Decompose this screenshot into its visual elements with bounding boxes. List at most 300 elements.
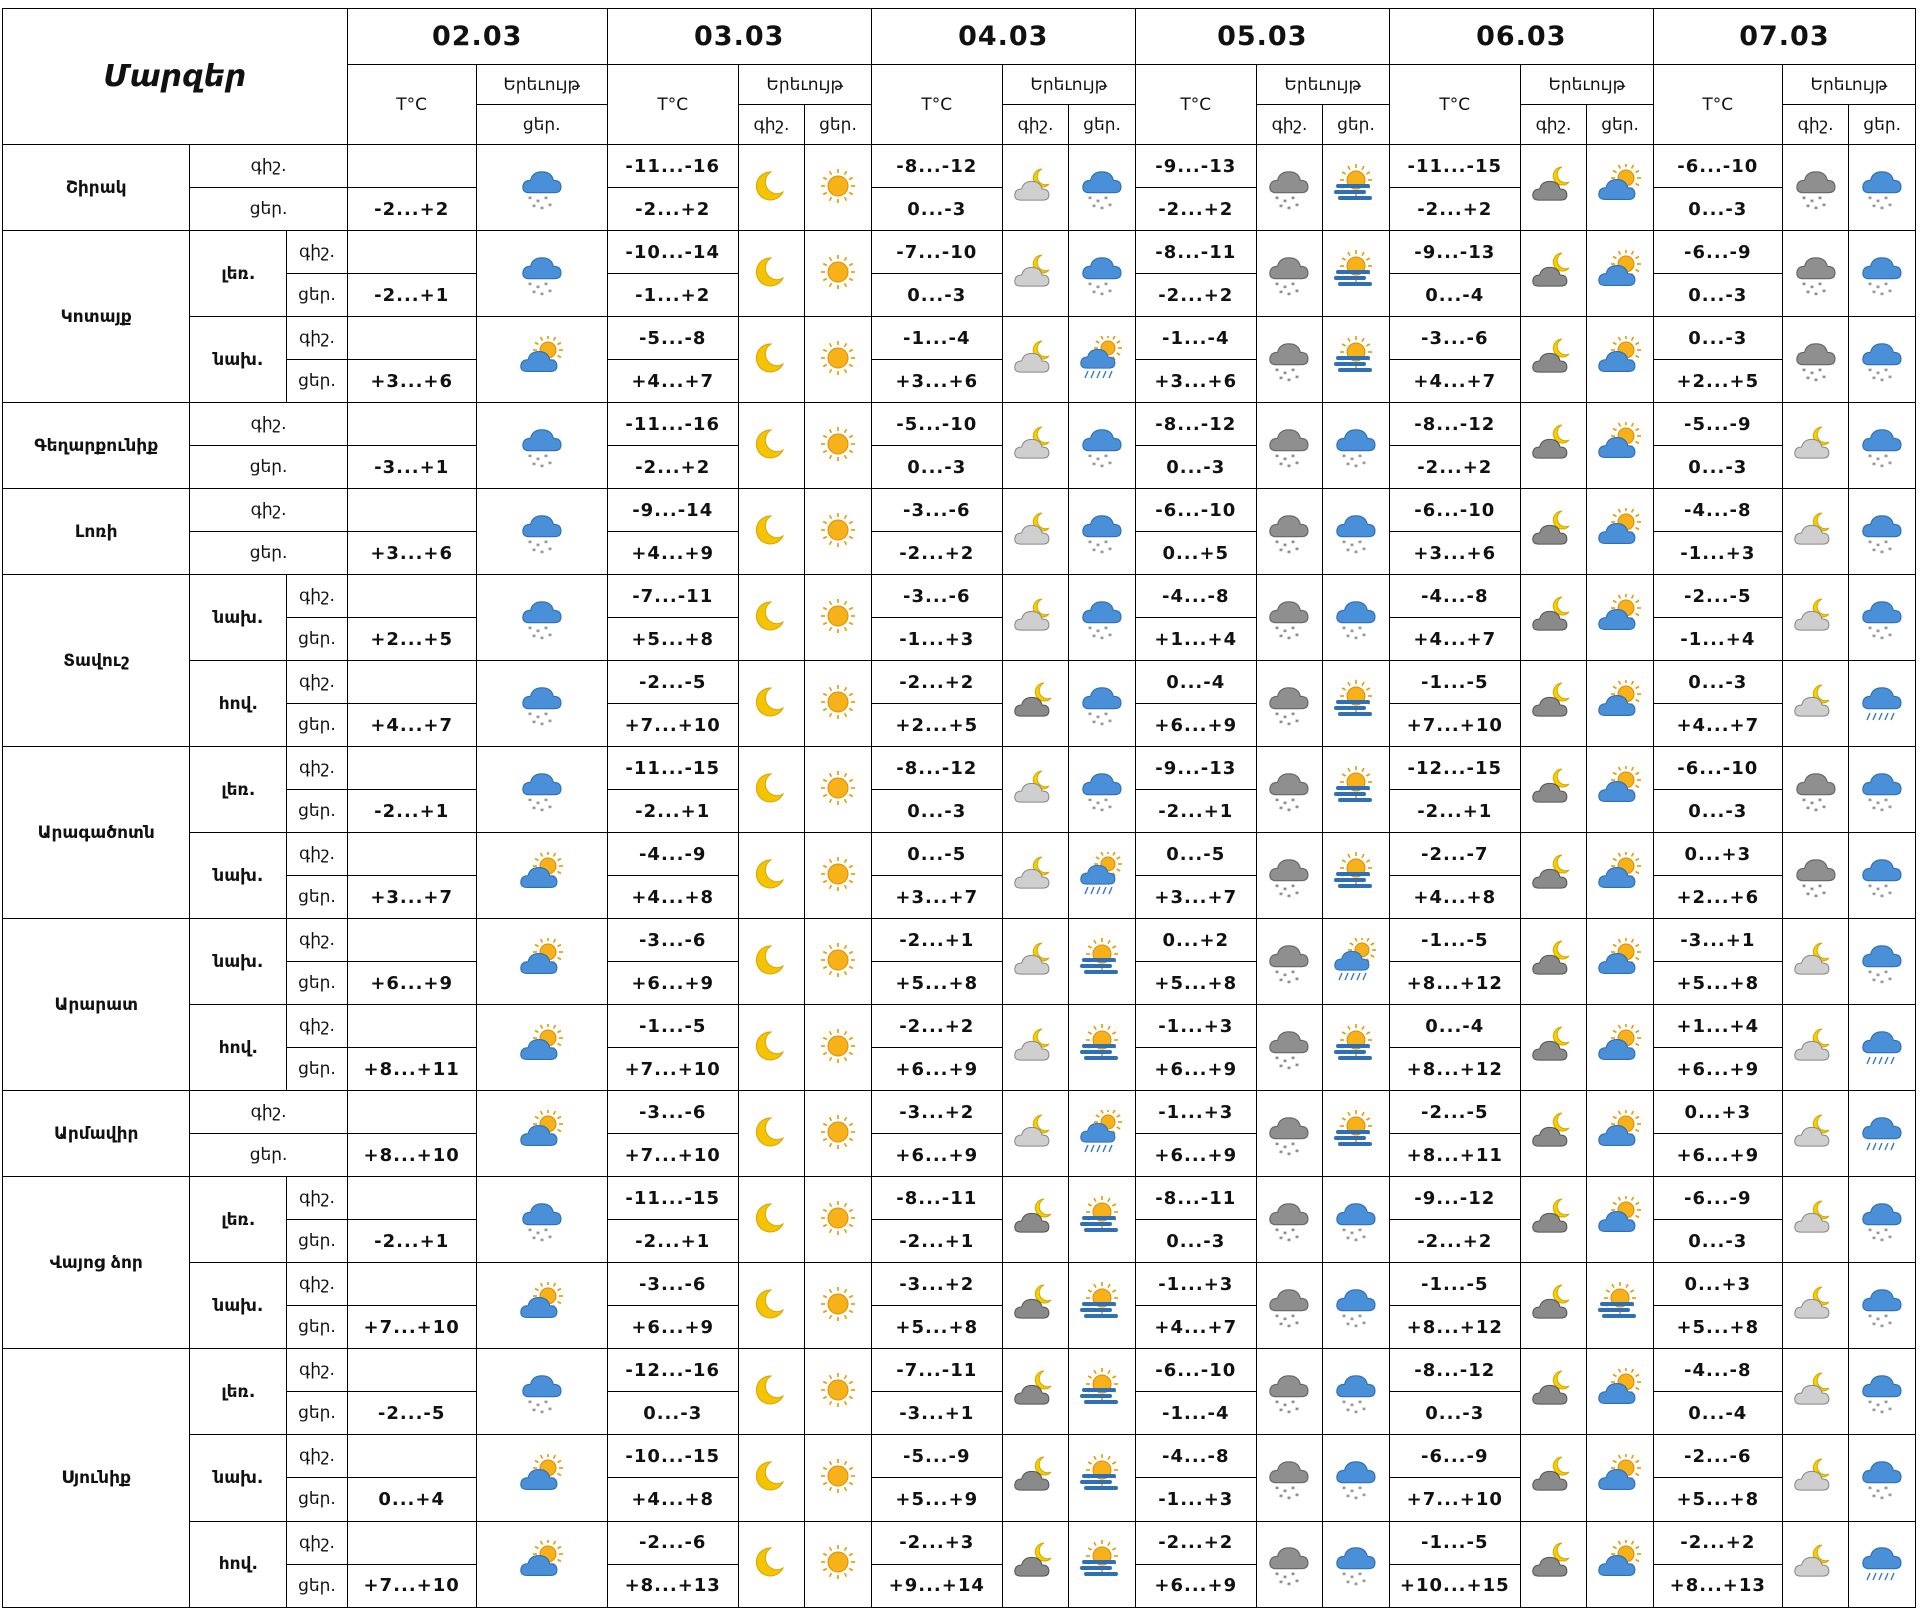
weather-icon-cell xyxy=(1782,833,1849,919)
weather-icon-cell xyxy=(1002,661,1069,747)
svg-text:*: * xyxy=(1291,968,1296,978)
svg-text:*: * xyxy=(1108,287,1113,297)
weather-icon-cell xyxy=(1782,1349,1849,1435)
temp-night: -6...-9 xyxy=(1653,231,1782,274)
svg-text:*: * xyxy=(547,631,552,641)
weather-icon-cell xyxy=(1587,1349,1654,1435)
sun-cloud-icon xyxy=(520,1024,564,1072)
temp-day: 0...-3 xyxy=(1653,188,1782,231)
snow-cloud-icon xyxy=(1860,422,1904,470)
temp-day: +4...+8 xyxy=(607,1478,738,1521)
svg-text:*: * xyxy=(1291,1571,1296,1581)
svg-text:*: * xyxy=(1884,194,1889,204)
svg-text:*: * xyxy=(1813,806,1818,814)
snow-cloud-icon xyxy=(1860,1282,1904,1330)
weather-icon-cell xyxy=(1002,575,1069,661)
sun-icon xyxy=(816,1540,860,1588)
svg-text:*: * xyxy=(1880,978,1885,986)
temp-night: -1...-4 xyxy=(1135,317,1256,360)
svg-text:*: * xyxy=(1888,201,1893,211)
weather-icon-cell xyxy=(1849,747,1916,833)
temp-night: -1...-5 xyxy=(1389,919,1520,962)
subregion-label: լեռ. xyxy=(190,1177,287,1263)
svg-text:*: * xyxy=(539,548,544,556)
weather-icon-cell xyxy=(1782,1091,1849,1177)
temp-day: +7...+10 xyxy=(347,1564,476,1607)
temp-day: +5...+8 xyxy=(1653,1306,1782,1349)
day-label: ցեր. xyxy=(287,704,347,747)
svg-text:*: * xyxy=(1283,885,1288,895)
temp-day: -2...+1 xyxy=(347,790,476,833)
svg-text:*: * xyxy=(527,280,532,290)
weather-icon-cell xyxy=(1782,403,1849,489)
svg-text:*: * xyxy=(1291,710,1296,720)
svg-text:*: * xyxy=(1104,796,1109,806)
svg-text:*: * xyxy=(1872,460,1877,470)
svg-text:*: * xyxy=(1279,976,1284,986)
table-row xyxy=(3,1005,1916,1048)
weather-icon-cell xyxy=(1256,1263,1323,1349)
night-label: գիշ. xyxy=(287,1435,347,1478)
weather-icon-cell xyxy=(805,317,872,403)
weather-icon-cell xyxy=(1782,1005,1849,1091)
weather-icon-cell xyxy=(738,317,805,403)
moon-cloud-gray-icon xyxy=(1532,594,1576,642)
svg-text:*: * xyxy=(1868,796,1873,806)
phenomenon-header: Երեւույթ xyxy=(476,65,607,105)
weather-icon-cell xyxy=(1849,1521,1916,1608)
temp-night: -3...+2 xyxy=(871,1263,1002,1306)
sun-cloud-wind-icon xyxy=(1334,164,1378,212)
sun-cloud-icon xyxy=(1598,766,1642,814)
snow-cloud-icon xyxy=(1334,1196,1378,1244)
svg-text:*: * xyxy=(1279,1492,1284,1502)
weather-icon-cell xyxy=(1256,747,1323,833)
temp-day: -1...+4 xyxy=(1653,618,1782,661)
temp-night xyxy=(347,1005,476,1048)
weather-icon-cell xyxy=(1520,1263,1587,1349)
weather-icon-cell xyxy=(1782,317,1849,403)
svg-text:*: * xyxy=(1350,1401,1354,1411)
temp-night: -4...-8 xyxy=(1653,1349,1782,1392)
temp-day: +4...+7 xyxy=(607,360,738,403)
weather-icon-cell xyxy=(738,1177,805,1263)
svg-text:*: * xyxy=(1295,1233,1300,1243)
temp-day: +6...+9 xyxy=(1135,1564,1256,1607)
temp-night: -7...-11 xyxy=(871,1349,1002,1392)
weather-icon-cell xyxy=(805,1521,872,1608)
temp-night: -2...+2 xyxy=(871,1005,1002,1048)
svg-text:*: * xyxy=(1283,369,1288,379)
svg-text:*: * xyxy=(1092,632,1097,642)
temp-night: -2...-5 xyxy=(1389,1091,1520,1134)
svg-text:*: * xyxy=(1884,452,1889,462)
sun-rain-icon xyxy=(1080,1110,1124,1158)
weather-icon-cell xyxy=(1520,489,1587,575)
svg-text:*: * xyxy=(1801,796,1806,806)
temp-night: -2...-5 xyxy=(1653,575,1782,618)
snow-cloud-icon xyxy=(1080,508,1124,556)
temp-night: -8...-11 xyxy=(1135,231,1256,274)
svg-text:*: * xyxy=(1888,1491,1893,1501)
svg-text:*: * xyxy=(1100,720,1105,728)
snow-cloud-icon xyxy=(1334,1282,1378,1330)
day-label: ցեր. xyxy=(287,274,347,317)
svg-text:*: * xyxy=(1880,1236,1885,1244)
phenomenon-header: Երեւույթ xyxy=(1256,65,1389,105)
weather-icon-cell xyxy=(1587,317,1654,403)
moon-cloud-icon xyxy=(1794,680,1838,728)
weather-icon-cell xyxy=(1782,1263,1849,1349)
table-row xyxy=(3,1263,1916,1306)
weather-icon-cell xyxy=(1587,833,1654,919)
svg-text:*: * xyxy=(1295,975,1300,985)
svg-text:*: * xyxy=(1876,197,1881,207)
moon-icon xyxy=(749,1282,793,1330)
sun-cloud-icon xyxy=(1598,164,1642,212)
svg-text:*: * xyxy=(1876,971,1881,981)
weather-icon-cell xyxy=(476,575,607,661)
night-label: գիշ. xyxy=(190,1091,347,1134)
svg-text:*: * xyxy=(1872,1320,1877,1330)
sun-cloud-icon xyxy=(1598,1024,1642,1072)
svg-text:*: * xyxy=(531,288,536,298)
svg-text:*: * xyxy=(531,1234,536,1244)
temp-day: -3...+1 xyxy=(347,446,476,489)
table-row xyxy=(3,1091,1916,1134)
temp-day: +2...+6 xyxy=(1653,876,1782,919)
table-row xyxy=(3,231,1916,274)
sun-cloud-icon xyxy=(1598,250,1642,298)
svg-text:*: * xyxy=(1096,713,1101,723)
temp-day: +3...+7 xyxy=(1135,876,1256,919)
day-label: ցեր. xyxy=(287,360,347,403)
svg-text:*: * xyxy=(1884,1226,1889,1236)
weather-icon-cell xyxy=(1256,1521,1323,1608)
temp-day: +3...+6 xyxy=(347,360,476,403)
moon-cloud-icon xyxy=(1794,594,1838,642)
temp-day: +6...+9 xyxy=(1135,1048,1256,1091)
weather-icon-cell xyxy=(1069,317,1136,403)
snow-cloud-icon xyxy=(1860,1368,1904,1416)
sun-cloud-wind-icon xyxy=(1334,852,1378,900)
snow-cloud-icon xyxy=(1860,594,1904,642)
svg-text:*: * xyxy=(1287,1150,1292,1158)
svg-text:*: * xyxy=(1295,545,1300,555)
weather-icon-cell xyxy=(738,833,805,919)
svg-text:*: * xyxy=(1805,804,1810,814)
weather-icon-cell xyxy=(1520,1521,1587,1608)
svg-text:*: * xyxy=(1876,369,1881,379)
weather-icon-cell xyxy=(1256,575,1323,661)
forecast-table-wrapper xyxy=(2,8,1916,1608)
temp-night: 0...-4 xyxy=(1389,1005,1520,1048)
temp-night: -1...-5 xyxy=(1389,1263,1520,1306)
svg-text:*: * xyxy=(547,459,552,469)
weather-icon-cell xyxy=(1323,317,1390,403)
temp-day: +8...+12 xyxy=(1389,1048,1520,1091)
moon-cloud-gray-icon xyxy=(1014,680,1058,728)
svg-text:*: * xyxy=(1362,631,1366,641)
temp-day: -1...+2 xyxy=(607,274,738,317)
temp-day: -2...+2 xyxy=(1389,1220,1520,1263)
weather-icon-cell xyxy=(805,1349,872,1435)
temp-night: -3...-6 xyxy=(871,489,1002,532)
svg-text:*: * xyxy=(1884,796,1889,806)
svg-text:*: * xyxy=(1346,1320,1350,1330)
temp-night: -7...-10 xyxy=(871,231,1002,274)
temp-day: -1...+3 xyxy=(1135,1478,1256,1521)
moon-cloud-gray-icon xyxy=(1532,336,1576,384)
svg-text:*: * xyxy=(1821,201,1826,211)
weather-icon-cell xyxy=(1069,1349,1136,1435)
weather-icon-cell xyxy=(1782,489,1849,575)
svg-text:*: * xyxy=(1291,1398,1296,1408)
temp-header: T°C xyxy=(871,65,1002,145)
weather-icon-cell xyxy=(805,1177,872,1263)
svg-text:*: * xyxy=(1354,634,1358,642)
weather-icon-cell xyxy=(738,1005,805,1091)
table-row xyxy=(3,1435,1916,1478)
snow-gray-icon xyxy=(1267,1282,1311,1330)
table-title: Մարզեր xyxy=(3,9,348,145)
sun-cloud-icon xyxy=(1598,1196,1642,1244)
svg-text:*: * xyxy=(1868,968,1873,978)
svg-text:*: * xyxy=(1287,806,1292,814)
temp-header: T°C xyxy=(347,65,476,145)
weather-icon-cell xyxy=(1256,1177,1323,1263)
rain-cloud-icon xyxy=(1860,1110,1904,1158)
svg-text:*: * xyxy=(1275,194,1280,204)
weather-icon-cell xyxy=(1323,1091,1390,1177)
svg-text:*: * xyxy=(1888,287,1893,297)
weather-icon-cell xyxy=(476,1091,607,1177)
temp-day: +10...+15 xyxy=(1389,1564,1520,1607)
temp-night: -7...-11 xyxy=(607,575,738,618)
svg-text:*: * xyxy=(1358,1398,1362,1408)
temp-day: +7...+10 xyxy=(607,704,738,747)
temp-day: +8...+11 xyxy=(347,1048,476,1091)
svg-text:*: * xyxy=(1295,889,1300,899)
weather-icon-cell xyxy=(1256,1435,1323,1521)
svg-text:*: * xyxy=(1888,803,1893,813)
svg-text:*: * xyxy=(539,1236,544,1244)
subregion-label: հով. xyxy=(190,661,287,747)
moon-icon xyxy=(749,422,793,470)
svg-text:*: * xyxy=(1295,1578,1300,1588)
temp-day: +7...+10 xyxy=(347,1306,476,1349)
weather-icon-cell xyxy=(1256,403,1323,489)
temp-day: +4...+7 xyxy=(1389,360,1520,403)
moon-cloud-gray-icon xyxy=(1014,1368,1058,1416)
svg-text:*: * xyxy=(1868,538,1873,548)
temp-day: +7...+10 xyxy=(607,1048,738,1091)
svg-text:*: * xyxy=(1283,455,1288,465)
svg-text:*: * xyxy=(1358,538,1362,548)
weather-icon-cell xyxy=(738,1435,805,1521)
temp-night: -1...-4 xyxy=(871,317,1002,360)
weather-icon-cell xyxy=(1587,1435,1654,1521)
snow-cloud-icon xyxy=(1334,1454,1378,1502)
temp-day: +4...+7 xyxy=(347,704,476,747)
svg-text:*: * xyxy=(527,1398,532,1408)
temp-night: -1...-5 xyxy=(1389,1521,1520,1564)
weather-icon-cell xyxy=(1002,1349,1069,1435)
temp-night xyxy=(347,661,476,704)
temp-day: +4...+7 xyxy=(1389,618,1520,661)
svg-text:*: * xyxy=(1346,1406,1350,1416)
svg-text:*: * xyxy=(1868,624,1873,634)
temp-night xyxy=(347,1177,476,1220)
temp-day: -2...+2 xyxy=(1389,446,1520,489)
svg-text:*: * xyxy=(1295,201,1300,211)
svg-text:*: * xyxy=(1342,1312,1346,1322)
weather-icon-cell xyxy=(1069,575,1136,661)
temp-night: -2...+3 xyxy=(871,1521,1002,1564)
sun-cloud-wind-icon xyxy=(1334,680,1378,728)
snow-cloud-icon xyxy=(520,164,564,212)
temp-night xyxy=(347,231,476,274)
sun-cloud-icon xyxy=(1598,938,1642,986)
temp-day: 0...-3 xyxy=(1653,790,1782,833)
night-label: գիշ. xyxy=(190,145,347,188)
weather-icon-cell xyxy=(1587,403,1654,489)
snow-gray-icon xyxy=(1267,336,1311,384)
subregion-label: հով. xyxy=(190,1521,287,1608)
temp-day: -2...+2 xyxy=(871,532,1002,575)
svg-text:*: * xyxy=(1884,1312,1889,1322)
moon-cloud-icon xyxy=(1014,594,1058,642)
weather-icon-cell xyxy=(1849,1091,1916,1177)
svg-text:*: * xyxy=(1283,197,1288,207)
weather-icon-cell xyxy=(1782,919,1849,1005)
svg-text:*: * xyxy=(1279,460,1284,470)
svg-text:*: * xyxy=(1279,718,1284,728)
svg-text:*: * xyxy=(1346,632,1350,642)
svg-text:*: * xyxy=(1287,892,1292,900)
moon-cloud-icon xyxy=(1014,938,1058,986)
weather-icon-cell xyxy=(476,1177,607,1263)
temp-night xyxy=(347,403,476,446)
snow-cloud-icon xyxy=(520,594,564,642)
snow-gray-icon xyxy=(1794,852,1838,900)
svg-text:*: * xyxy=(1096,197,1101,207)
temp-night: -9...-12 xyxy=(1389,1177,1520,1220)
temp-day: 0...-4 xyxy=(1389,274,1520,317)
temp-night: 0...-5 xyxy=(871,833,1002,876)
svg-text:*: * xyxy=(1295,631,1300,641)
subregion-label: լեռ. xyxy=(190,1349,287,1435)
snow-gray-icon xyxy=(1267,1024,1311,1072)
weather-icon-cell xyxy=(476,403,607,489)
moon-cloud-icon xyxy=(1794,1454,1838,1502)
temp-night: -2...-6 xyxy=(1653,1435,1782,1478)
svg-text:*: * xyxy=(1809,283,1814,293)
temp-night: -10...-15 xyxy=(607,1435,738,1478)
svg-text:*: * xyxy=(1354,462,1358,470)
weather-icon-cell xyxy=(1002,231,1069,317)
svg-text:*: * xyxy=(547,1405,552,1415)
svg-text:*: * xyxy=(1358,1571,1362,1581)
night-header: գիշ. xyxy=(738,105,805,145)
night-label: գիշ. xyxy=(287,1005,347,1048)
temp-day: +8...+11 xyxy=(1389,1134,1520,1177)
table-row xyxy=(3,1521,1916,1564)
svg-text:*: * xyxy=(1275,1571,1280,1581)
svg-text:*: * xyxy=(1813,290,1818,298)
temp-day: +4...+7 xyxy=(1135,1306,1256,1349)
temp-day: +8...+13 xyxy=(1653,1564,1782,1607)
weather-icon-cell xyxy=(1849,1263,1916,1349)
temp-day: +6...+9 xyxy=(871,1048,1002,1091)
svg-text:*: * xyxy=(543,1398,548,1408)
svg-text:*: * xyxy=(1275,538,1280,548)
moon-icon xyxy=(749,1196,793,1244)
svg-text:*: * xyxy=(1287,462,1292,470)
weather-icon-cell xyxy=(1256,1349,1323,1435)
temp-day: +6...+9 xyxy=(607,962,738,1005)
temp-night: -11...-15 xyxy=(1389,145,1520,188)
sun-icon xyxy=(816,1024,860,1072)
snow-gray-icon xyxy=(1794,164,1838,212)
temp-night: -6...-10 xyxy=(1653,747,1782,790)
svg-text:*: * xyxy=(527,452,532,462)
svg-text:*: * xyxy=(531,718,536,728)
temp-day: 0...-3 xyxy=(1653,446,1782,489)
sun-rain-icon xyxy=(1334,938,1378,986)
svg-text:*: * xyxy=(539,720,544,728)
weather-icon-cell xyxy=(1069,1263,1136,1349)
weather-icon-cell xyxy=(1849,317,1916,403)
temp-header: T°C xyxy=(1389,65,1520,145)
weather-icon-cell xyxy=(1587,145,1654,231)
weather-icon-cell xyxy=(1256,317,1323,403)
svg-text:*: * xyxy=(539,634,544,642)
sun-cloud-icon xyxy=(520,1110,564,1158)
svg-text:*: * xyxy=(1876,283,1881,293)
weather-icon-cell xyxy=(1849,1349,1916,1435)
region-name: Շիրակ xyxy=(3,145,190,231)
svg-text:*: * xyxy=(1888,889,1893,899)
moon-cloud-icon xyxy=(1014,422,1058,470)
subregion-label: նախ. xyxy=(190,833,287,919)
temp-day: +4...+8 xyxy=(1389,876,1520,919)
table-row xyxy=(3,833,1916,876)
svg-text:*: * xyxy=(1096,627,1101,637)
temp-day: -2...-5 xyxy=(347,1392,476,1435)
weather-icon-cell xyxy=(1520,1349,1587,1435)
temp-header: T°C xyxy=(1135,65,1256,145)
svg-text:*: * xyxy=(1108,803,1113,813)
temp-night: -8...-12 xyxy=(871,145,1002,188)
weather-icon-cell xyxy=(1520,661,1587,747)
svg-text:*: * xyxy=(1876,1401,1881,1411)
svg-text:*: * xyxy=(535,627,540,637)
temp-night: -12...-16 xyxy=(607,1349,738,1392)
svg-text:*: * xyxy=(1350,455,1354,465)
weather-icon-cell xyxy=(1002,833,1069,919)
weather-icon-cell xyxy=(738,489,805,575)
svg-text:*: * xyxy=(1358,1312,1362,1322)
svg-text:*: * xyxy=(527,624,532,634)
weather-icon-cell xyxy=(1002,1005,1069,1091)
temp-day: 0...-3 xyxy=(1389,1392,1520,1435)
svg-text:*: * xyxy=(1287,1581,1292,1589)
weather-icon-cell xyxy=(805,919,872,1005)
snow-cloud-icon xyxy=(1860,938,1904,986)
svg-text:*: * xyxy=(1872,804,1877,814)
weather-icon-cell xyxy=(1069,1521,1136,1608)
